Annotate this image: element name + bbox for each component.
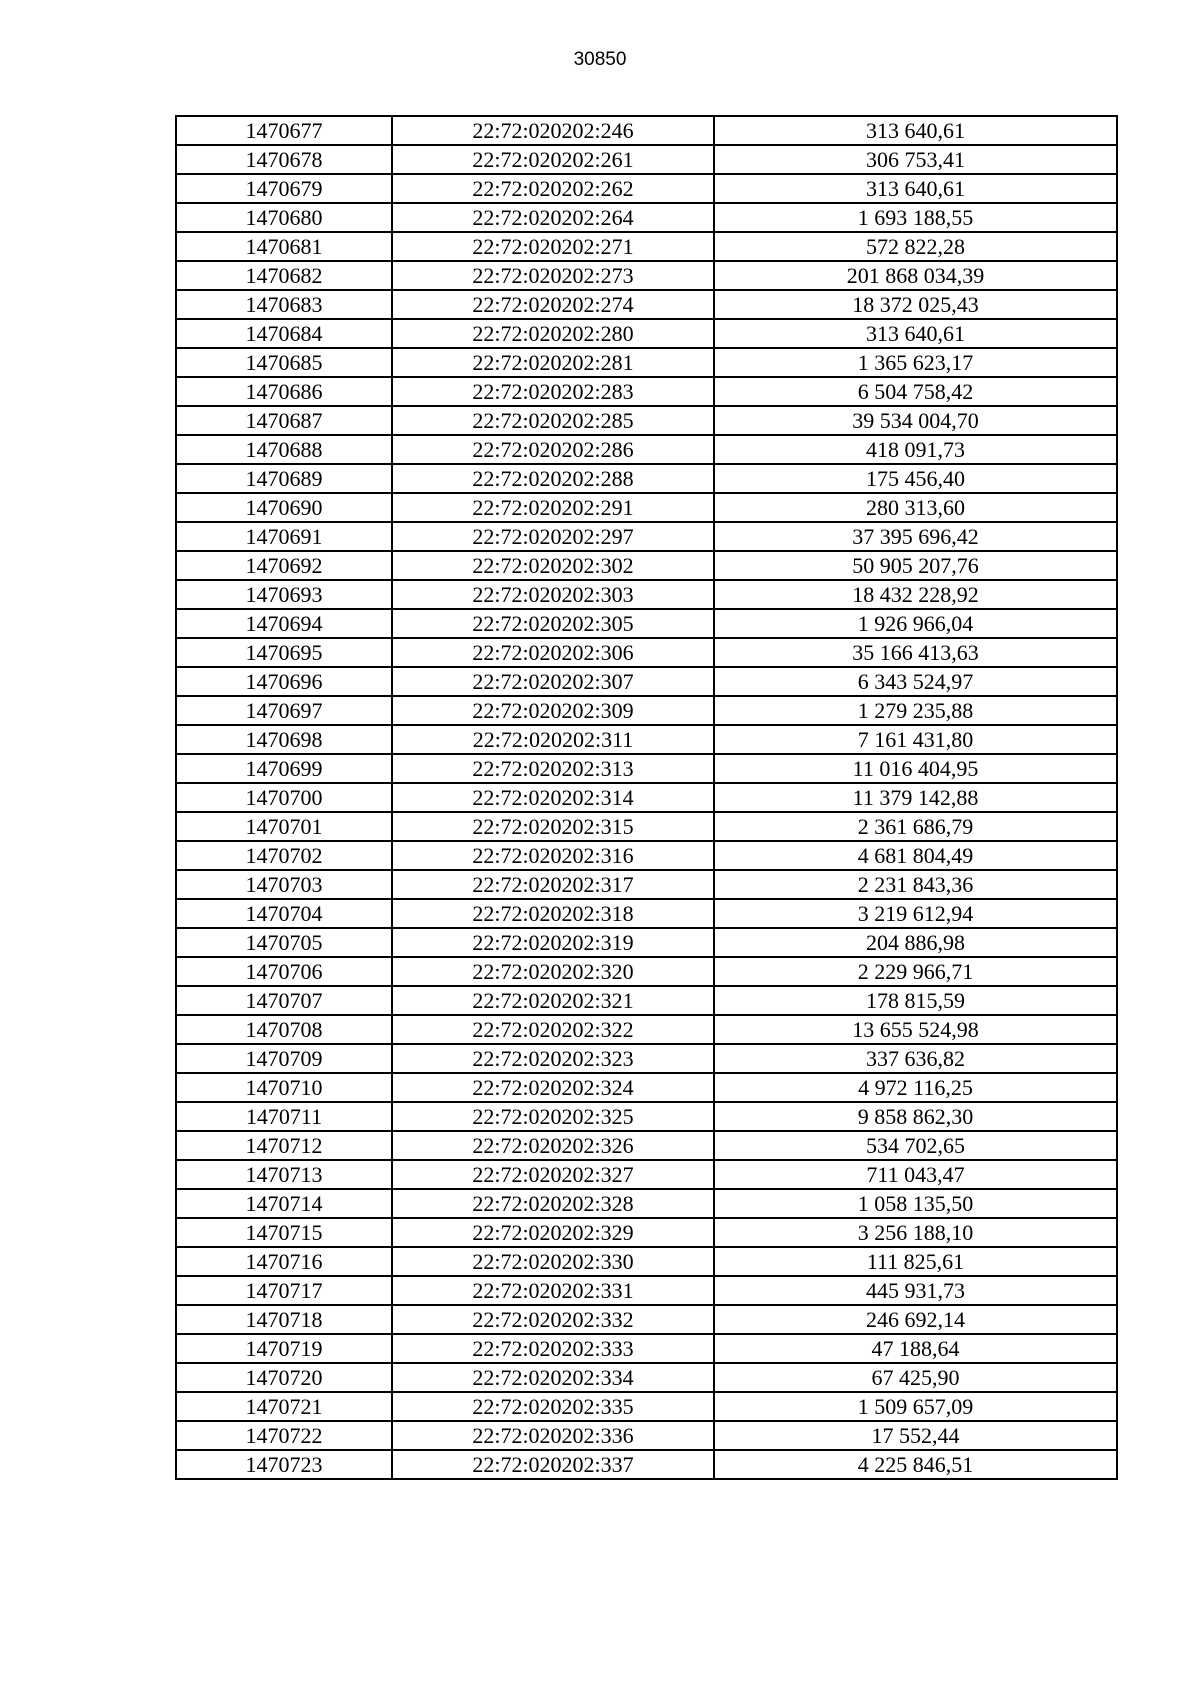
table-row — [176, 1276, 1117, 1305]
record-number-cell: 1470720 — [176, 1363, 392, 1392]
cadastral-number-cell: 22:72:020202:320 — [392, 957, 714, 986]
table-row — [176, 174, 1117, 203]
record-number-cell: 1470682 — [176, 261, 392, 290]
record-number-cell: 1470723 — [176, 1450, 392, 1479]
cadastral-value-cell: 39 534 004,70 — [714, 406, 1117, 435]
table-row — [176, 580, 1117, 609]
cadastral-number-cell: 22:72:020202:321 — [392, 986, 714, 1015]
cadastral-value-cell: 204 886,98 — [714, 928, 1117, 957]
cadastral-value-cell: 2 361 686,79 — [714, 812, 1117, 841]
cadastral-number-cell: 22:72:020202:334 — [392, 1363, 714, 1392]
cadastral-value-cell: 9 858 862,30 — [714, 1102, 1117, 1131]
cadastral-number-cell: 22:72:020202:303 — [392, 580, 714, 609]
record-number-cell: 1470690 — [176, 493, 392, 522]
cadastral-value-cell: 47 188,64 — [714, 1334, 1117, 1363]
record-number-cell: 1470708 — [176, 1015, 392, 1044]
record-number-cell: 1470696 — [176, 667, 392, 696]
cadastral-value-table — [175, 115, 1118, 1480]
table-row — [176, 957, 1117, 986]
cadastral-number-cell: 22:72:020202:286 — [392, 435, 714, 464]
table-row — [176, 986, 1117, 1015]
record-number-cell: 1470719 — [176, 1334, 392, 1363]
record-number-cell: 1470680 — [176, 203, 392, 232]
table-row — [176, 696, 1117, 725]
cadastral-number-cell: 22:72:020202:262 — [392, 174, 714, 203]
record-number-cell: 1470715 — [176, 1218, 392, 1247]
record-number-cell: 1470718 — [176, 1305, 392, 1334]
cadastral-value-cell: 313 640,61 — [714, 319, 1117, 348]
record-number-cell: 1470703 — [176, 870, 392, 899]
table-row — [176, 464, 1117, 493]
cadastral-number-cell: 22:72:020202:326 — [392, 1131, 714, 1160]
table-row — [176, 754, 1117, 783]
cadastral-number-cell: 22:72:020202:313 — [392, 754, 714, 783]
table-row — [176, 1363, 1117, 1392]
table-row — [176, 841, 1117, 870]
cadastral-value-cell: 111 825,61 — [714, 1247, 1117, 1276]
record-number-cell: 1470702 — [176, 841, 392, 870]
cadastral-number-cell: 22:72:020202:329 — [392, 1218, 714, 1247]
record-number-cell: 1470700 — [176, 783, 392, 812]
cadastral-number-cell: 22:72:020202:336 — [392, 1421, 714, 1450]
record-number-cell: 1470721 — [176, 1392, 392, 1421]
table-row — [176, 1305, 1117, 1334]
table-row — [176, 522, 1117, 551]
cadastral-number-cell: 22:72:020202:311 — [392, 725, 714, 754]
cadastral-value-cell: 50 905 207,76 — [714, 551, 1117, 580]
record-number-cell: 1470722 — [176, 1421, 392, 1450]
cadastral-value-cell: 6 504 758,42 — [714, 377, 1117, 406]
cadastral-value-cell: 2 231 843,36 — [714, 870, 1117, 899]
cadastral-value-cell: 1 926 966,04 — [714, 609, 1117, 638]
cadastral-number-cell: 22:72:020202:317 — [392, 870, 714, 899]
table-body — [176, 116, 1117, 1479]
table-row — [176, 1160, 1117, 1189]
cadastral-value-cell: 1 693 188,55 — [714, 203, 1117, 232]
cadastral-value-cell: 3 256 188,10 — [714, 1218, 1117, 1247]
cadastral-number-cell: 22:72:020202:307 — [392, 667, 714, 696]
record-number-cell: 1470677 — [176, 116, 392, 145]
record-number-cell: 1470688 — [176, 435, 392, 464]
table-row — [176, 203, 1117, 232]
cadastral-number-cell: 22:72:020202:281 — [392, 348, 714, 377]
table-row — [176, 116, 1117, 145]
record-number-cell: 1470694 — [176, 609, 392, 638]
record-number-cell: 1470679 — [176, 174, 392, 203]
table-row — [176, 1218, 1117, 1247]
record-number-cell: 1470684 — [176, 319, 392, 348]
cadastral-value-cell: 246 692,14 — [714, 1305, 1117, 1334]
table-row — [176, 667, 1117, 696]
page-number: 30850 — [573, 49, 627, 70]
record-number-cell: 1470687 — [176, 406, 392, 435]
cadastral-number-cell: 22:72:020202:280 — [392, 319, 714, 348]
cadastral-value-cell: 313 640,61 — [714, 116, 1117, 145]
cadastral-value-cell: 4 225 846,51 — [714, 1450, 1117, 1479]
record-number-cell: 1470695 — [176, 638, 392, 667]
cadastral-value-cell: 1 279 235,88 — [714, 696, 1117, 725]
table-row — [176, 638, 1117, 667]
cadastral-number-cell: 22:72:020202:285 — [392, 406, 714, 435]
cadastral-value-cell: 67 425,90 — [714, 1363, 1117, 1392]
cadastral-value-cell: 711 043,47 — [714, 1160, 1117, 1189]
record-number-cell: 1470714 — [176, 1189, 392, 1218]
cadastral-number-cell: 22:72:020202:328 — [392, 1189, 714, 1218]
record-number-cell: 1470683 — [176, 290, 392, 319]
cadastral-number-cell: 22:72:020202:324 — [392, 1073, 714, 1102]
table-row — [176, 261, 1117, 290]
cadastral-number-cell: 22:72:020202:271 — [392, 232, 714, 261]
cadastral-number-cell: 22:72:020202:306 — [392, 638, 714, 667]
record-number-cell: 1470709 — [176, 1044, 392, 1073]
record-number-cell: 1470705 — [176, 928, 392, 957]
table-row — [176, 1247, 1117, 1276]
record-number-cell: 1470704 — [176, 899, 392, 928]
record-number-cell: 1470681 — [176, 232, 392, 261]
cadastral-value-cell: 13 655 524,98 — [714, 1015, 1117, 1044]
record-number-cell: 1470706 — [176, 957, 392, 986]
cadastral-number-cell: 22:72:020202:273 — [392, 261, 714, 290]
cadastral-value-cell: 1 058 135,50 — [714, 1189, 1117, 1218]
cadastral-value-cell: 201 868 034,39 — [714, 261, 1117, 290]
cadastral-value-cell: 1 365 623,17 — [714, 348, 1117, 377]
table-row — [176, 609, 1117, 638]
cadastral-number-cell: 22:72:020202:337 — [392, 1450, 714, 1479]
table-row — [176, 1334, 1117, 1363]
cadastral-number-cell: 22:72:020202:302 — [392, 551, 714, 580]
table-row — [176, 1450, 1117, 1479]
cadastral-number-cell: 22:72:020202:332 — [392, 1305, 714, 1334]
cadastral-number-cell: 22:72:020202:264 — [392, 203, 714, 232]
table-row — [176, 1131, 1117, 1160]
cadastral-number-cell: 22:72:020202:335 — [392, 1392, 714, 1421]
record-number-cell: 1470693 — [176, 580, 392, 609]
cadastral-number-cell: 22:72:020202:297 — [392, 522, 714, 551]
cadastral-number-cell: 22:72:020202:333 — [392, 1334, 714, 1363]
cadastral-value-cell: 35 166 413,63 — [714, 638, 1117, 667]
cadastral-number-cell: 22:72:020202:325 — [392, 1102, 714, 1131]
table-row — [176, 1392, 1117, 1421]
record-number-cell: 1470697 — [176, 696, 392, 725]
cadastral-value-cell: 337 636,82 — [714, 1044, 1117, 1073]
record-number-cell: 1470685 — [176, 348, 392, 377]
cadastral-number-cell: 22:72:020202:288 — [392, 464, 714, 493]
cadastral-value-cell: 175 456,40 — [714, 464, 1117, 493]
cadastral-value-cell: 3 219 612,94 — [714, 899, 1117, 928]
cadastral-number-cell: 22:72:020202:316 — [392, 841, 714, 870]
cadastral-value-cell: 18 432 228,92 — [714, 580, 1117, 609]
record-number-cell: 1470689 — [176, 464, 392, 493]
cadastral-number-cell: 22:72:020202:319 — [392, 928, 714, 957]
table-row — [176, 1189, 1117, 1218]
cadastral-number-cell: 22:72:020202:274 — [392, 290, 714, 319]
table-row — [176, 1102, 1117, 1131]
record-number-cell: 1470691 — [176, 522, 392, 551]
table-row — [176, 435, 1117, 464]
table-row — [176, 319, 1117, 348]
cadastral-value-cell: 4 972 116,25 — [714, 1073, 1117, 1102]
cadastral-number-cell: 22:72:020202:323 — [392, 1044, 714, 1073]
record-number-cell: 1470707 — [176, 986, 392, 1015]
table-row — [176, 232, 1117, 261]
cadastral-number-cell: 22:72:020202:330 — [392, 1247, 714, 1276]
cadastral-number-cell: 22:72:020202:309 — [392, 696, 714, 725]
cadastral-number-cell: 22:72:020202:246 — [392, 116, 714, 145]
table-row — [176, 1421, 1117, 1450]
cadastral-number-cell: 22:72:020202:327 — [392, 1160, 714, 1189]
cadastral-value-cell: 37 395 696,42 — [714, 522, 1117, 551]
cadastral-number-cell: 22:72:020202:322 — [392, 1015, 714, 1044]
cadastral-value-cell: 1 509 657,09 — [714, 1392, 1117, 1421]
cadastral-value-cell: 534 702,65 — [714, 1131, 1117, 1160]
record-number-cell: 1470713 — [176, 1160, 392, 1189]
table-row — [176, 377, 1117, 406]
cadastral-value-cell: 178 815,59 — [714, 986, 1117, 1015]
record-number-cell: 1470699 — [176, 754, 392, 783]
record-number-cell: 1470692 — [176, 551, 392, 580]
table-row — [176, 348, 1117, 377]
record-number-cell: 1470710 — [176, 1073, 392, 1102]
record-number-cell: 1470701 — [176, 812, 392, 841]
record-number-cell: 1470711 — [176, 1102, 392, 1131]
table-row — [176, 812, 1117, 841]
table-row — [176, 406, 1117, 435]
cadastral-value-cell: 313 640,61 — [714, 174, 1117, 203]
cadastral-number-cell: 22:72:020202:314 — [392, 783, 714, 812]
cadastral-value-cell: 11 379 142,88 — [714, 783, 1117, 812]
cadastral-number-cell: 22:72:020202:305 — [392, 609, 714, 638]
table-row — [176, 725, 1117, 754]
record-number-cell: 1470698 — [176, 725, 392, 754]
cadastral-value-cell: 445 931,73 — [714, 1276, 1117, 1305]
table-row — [176, 145, 1117, 174]
record-number-cell: 1470678 — [176, 145, 392, 174]
cadastral-value-cell: 7 161 431,80 — [714, 725, 1117, 754]
table-row — [176, 870, 1117, 899]
record-number-cell: 1470712 — [176, 1131, 392, 1160]
cadastral-value-cell: 418 091,73 — [714, 435, 1117, 464]
cadastral-value-cell: 6 343 524,97 — [714, 667, 1117, 696]
record-number-cell: 1470686 — [176, 377, 392, 406]
cadastral-value-cell: 17 552,44 — [714, 1421, 1117, 1450]
cadastral-number-cell: 22:72:020202:331 — [392, 1276, 714, 1305]
record-number-cell: 1470717 — [176, 1276, 392, 1305]
cadastral-value-cell: 4 681 804,49 — [714, 841, 1117, 870]
cadastral-value-cell: 11 016 404,95 — [714, 754, 1117, 783]
cadastral-number-cell: 22:72:020202:283 — [392, 377, 714, 406]
table-row — [176, 1044, 1117, 1073]
table-row — [176, 1015, 1117, 1044]
cadastral-number-cell: 22:72:020202:291 — [392, 493, 714, 522]
table-row — [176, 551, 1117, 580]
table-row — [176, 1073, 1117, 1102]
cadastral-value-cell: 2 229 966,71 — [714, 957, 1117, 986]
table-row — [176, 899, 1117, 928]
cadastral-value-cell: 572 822,28 — [714, 232, 1117, 261]
cadastral-value-cell: 18 372 025,43 — [714, 290, 1117, 319]
cadastral-number-cell: 22:72:020202:318 — [392, 899, 714, 928]
cadastral-value-cell: 306 753,41 — [714, 145, 1117, 174]
table-row — [176, 493, 1117, 522]
table-row — [176, 928, 1117, 957]
cadastral-value-cell: 280 313,60 — [714, 493, 1117, 522]
cadastral-number-cell: 22:72:020202:315 — [392, 812, 714, 841]
cadastral-number-cell: 22:72:020202:261 — [392, 145, 714, 174]
table-row — [176, 290, 1117, 319]
table-row — [176, 783, 1117, 812]
record-number-cell: 1470716 — [176, 1247, 392, 1276]
